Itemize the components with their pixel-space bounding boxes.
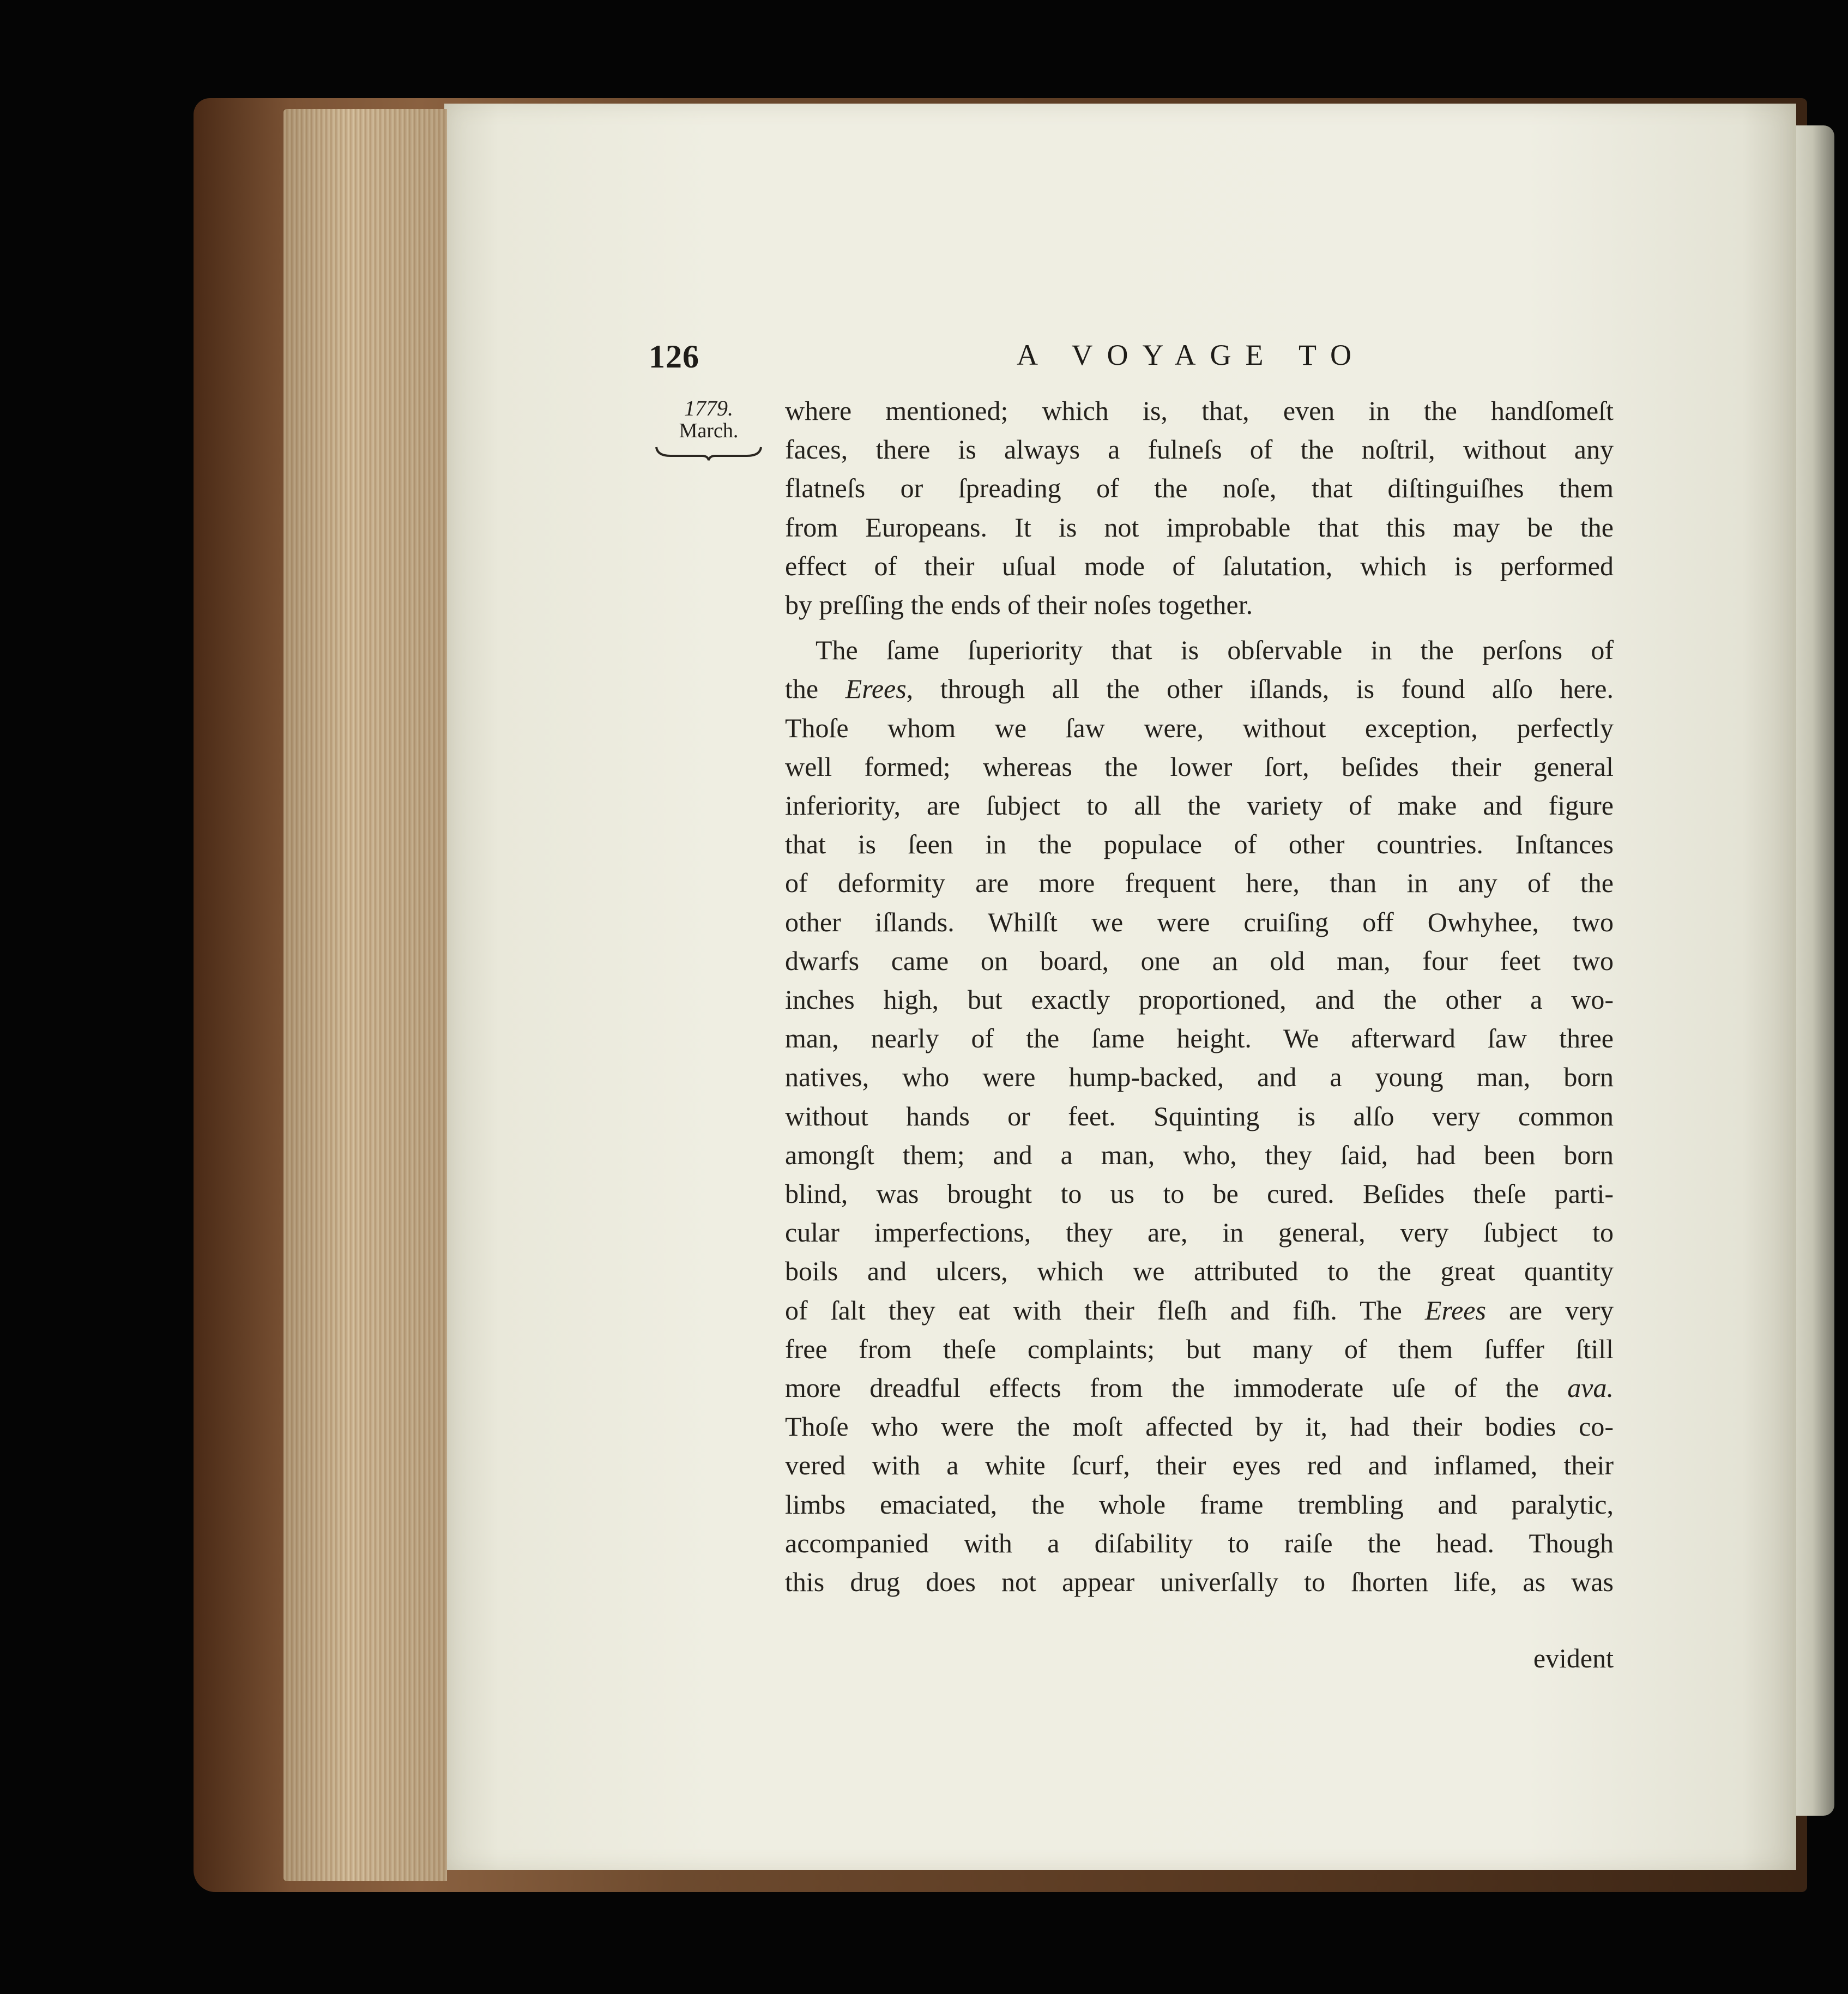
text-run: of ſalt they eat with their fleſh and fiſh. The xyxy=(785,1294,1425,1326)
text-line: free from theſe complaints; but many of them ſuffer ſtill xyxy=(785,1333,1614,1364)
text-line: boils and ulcers, which we attributed to the great quantity xyxy=(785,1256,1614,1287)
text-line: man, nearly of the ſame height. We afterward ſaw three xyxy=(785,1023,1614,1054)
page-number: 126 xyxy=(649,339,699,375)
text-line: other iſlands. Whilſt we were cruiſing off Owhyhee, two xyxy=(785,906,1614,937)
text-run: the xyxy=(785,673,846,704)
text-line: Thoſe whom we ſaw were, without exception, perfectly xyxy=(785,712,1614,743)
brace-ornament xyxy=(654,445,763,461)
text-line: this drug does not appear univerſally to ſhorten life, as was xyxy=(785,1567,1614,1598)
text-line: limbs emaciated, the whole frame trembling and paralytic, xyxy=(785,1489,1614,1520)
text-line xyxy=(785,670,1614,708)
text-line: from Europeans. It is not improbable that this may be the xyxy=(785,511,1614,543)
running-head xyxy=(649,338,1739,387)
italic-term: ava. xyxy=(1567,1372,1614,1403)
text-line: natives, who were hump-backed, and a young man, born xyxy=(785,1062,1614,1093)
text-line: that is ſeen in the populace of other countries. Inſtances xyxy=(785,829,1614,860)
text-run: , through all the other iſlands, is found alſo here. xyxy=(906,673,1614,704)
text-line: blind, was brought to us to be cured. Beſides theſe parti- xyxy=(785,1178,1614,1209)
running-title: A VOYAGE TO xyxy=(1017,339,1366,371)
text-line: where mentioned; which is, that, even in the handſomeſt xyxy=(785,395,1614,426)
text-line: well formed; whereas the lower ſort, beſides their general xyxy=(785,751,1614,782)
text-line: amongſt them; and a man, who, they ſaid, had been born xyxy=(785,1139,1614,1170)
body-text xyxy=(785,391,1614,1601)
text-line: accompanied with a diſability to raiſe the head. Though xyxy=(785,1527,1614,1558)
text-line: dwarfs came on board, one an old man, four feet two xyxy=(785,945,1614,976)
text-line: without hands or feet. Squinting is alſo very common xyxy=(785,1100,1614,1131)
text-line: Thoſe who were the moſt affected by it, had their bodies co- xyxy=(785,1411,1614,1442)
text-line: effect of their uſual mode of ſalutation, which is performed xyxy=(785,550,1614,581)
text-line: cular imperfections, they are, in general, very ſubject to xyxy=(785,1217,1614,1248)
text-line: inches high, but exactly proportioned, and the other a wo- xyxy=(785,984,1614,1015)
text-run: are very xyxy=(1485,1294,1614,1326)
page-fore-edge xyxy=(283,109,447,1881)
text-line: The ſame ſuperiority that is obſervable in the perſons of xyxy=(816,635,1614,666)
catchword: evident xyxy=(1533,1643,1614,1673)
paragraph-gap xyxy=(785,624,1614,631)
text-line: by preſſing the ends of their noſes together. xyxy=(785,589,1253,621)
text-line: flatneſs or ſpreading of the noſe, that diſtinguiſhes them xyxy=(785,473,1614,504)
text-line: of deformity are more frequent here, than in any of the xyxy=(785,868,1614,899)
margin-month: March. xyxy=(679,419,739,442)
margin-date-note xyxy=(649,397,769,461)
text-line: faces, there is always a fulneſs of the noſtril, without any xyxy=(785,434,1614,465)
text-line: vered with a white ſcurf, their eyes red and inflamed, their xyxy=(785,1450,1614,1481)
text-run: more dreadful effects from the immoderate uſe of the xyxy=(785,1372,1568,1403)
text-line xyxy=(785,1291,1614,1330)
italic-term: Erees xyxy=(1424,1294,1486,1326)
italic-term: Erees xyxy=(845,673,907,704)
text-line: inferiority, are ſubject to all the variety of make and figure xyxy=(785,790,1614,821)
text-line xyxy=(785,1369,1614,1407)
margin-year: 1779. xyxy=(684,396,733,420)
adjacent-leaf-edge xyxy=(1791,125,1834,1816)
